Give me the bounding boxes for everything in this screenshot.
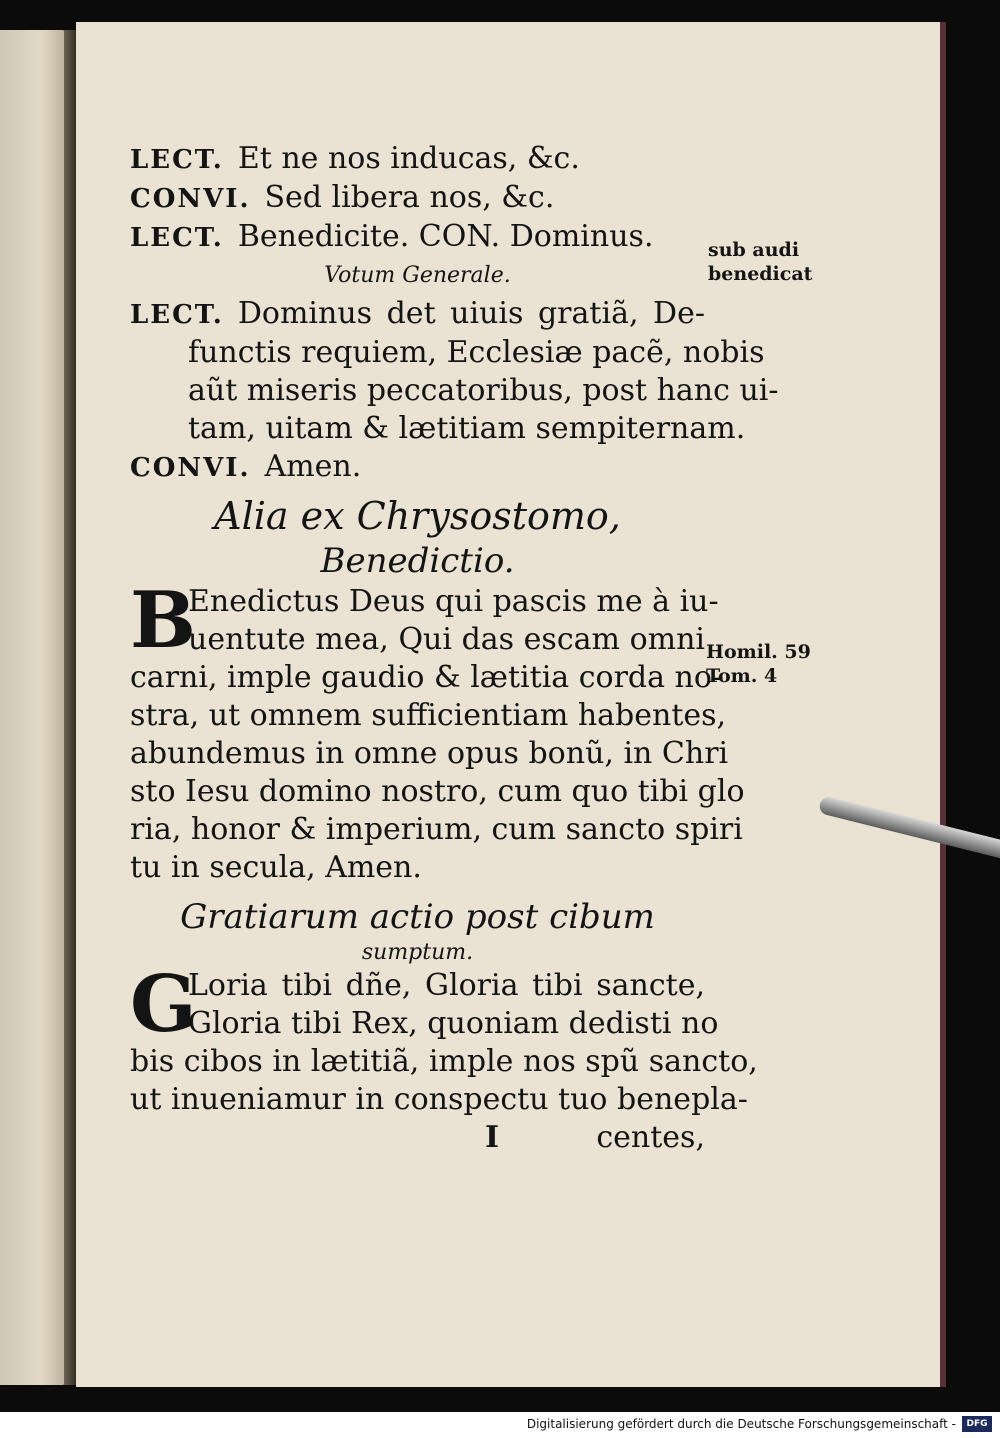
text-line <box>130 179 705 218</box>
text-line: aũt miseris peccatoribus, post hanc ui- <box>188 373 779 408</box>
text-line <box>130 295 705 334</box>
drop-cap: B <box>130 575 196 666</box>
text-line: tam, uitam & lætitiam sempiternam. <box>188 411 746 446</box>
facing-page-edge <box>0 30 68 1385</box>
margin-note-homil <box>706 640 811 688</box>
section-heading-sumptum: sumptum. <box>361 940 474 965</box>
margin-note-line: benedicat <box>708 263 813 285</box>
margin-note-line: Tom. 4 <box>706 665 778 687</box>
text-line: Enedictus Deus qui pascis me à iu- <box>188 584 719 619</box>
speaker-label: CONVI. <box>130 453 251 483</box>
line-text: Et ne nos inducas, &c. <box>237 141 580 176</box>
speaker-label: LECT. <box>130 300 224 330</box>
drop-cap: G <box>130 959 197 1050</box>
footer-credit: Digitalisierung gefördert durch die Deutsche Forschungsgemeinschaft - <box>526 1417 956 1431</box>
section-heading-votum: Votum Generale. <box>324 263 511 288</box>
paragraph-gratiarum <box>130 959 758 1119</box>
catchword: centes, <box>596 1120 705 1155</box>
text-line: Gloria tibi Rex, quoniam dedisti no <box>188 1006 719 1041</box>
section-heading-chrysostomo: Alia ex Chrysostomo, <box>214 494 621 538</box>
margin-note-line: Homil. 59 <box>706 641 811 663</box>
digitization-footer <box>0 1412 1000 1438</box>
text-line: abundemus in omne opus bonũ, in Chri <box>130 736 729 771</box>
margin-note-sub-audi <box>708 238 812 286</box>
speaker-label: CONVI. <box>130 184 251 214</box>
text-line <box>130 218 705 257</box>
text-line: stra, ut omnem sufficientiam habentes, <box>130 698 727 733</box>
speaker-label: LECT. <box>130 223 224 253</box>
text-line <box>130 140 705 179</box>
dfg-logo-icon: DFG <box>962 1416 992 1432</box>
speaker-label: LECT. <box>130 145 224 175</box>
line-text: Dominus det uiuis gratiã, De- <box>237 296 705 331</box>
text-line: carni, imple gaudio & lætitia corda no- <box>130 660 723 695</box>
section-heading-benedictio: Benedictio. <box>320 541 515 581</box>
margin-note-line: sub audi <box>708 239 800 261</box>
line-text: Amen. <box>264 449 362 484</box>
text-line: sto Iesu domino nostro, cum quo tibi glo <box>130 774 745 809</box>
signature-mark: I <box>485 1120 500 1155</box>
text-line: functis requiem, Ecclesiæ pacẽ, nobis <box>188 335 765 370</box>
text-line: uentute mea, Qui das escam omni <box>188 622 705 657</box>
text-line: ria, honor & imperium, cum sancto spiri <box>130 812 743 847</box>
text-line <box>130 448 705 487</box>
text-line: ut inueniamur in conspectu tuo benepla- <box>130 1082 748 1117</box>
page-foot <box>130 1119 705 1157</box>
line-text: Benedicite. CON. Dominus. <box>237 219 654 254</box>
text-line: bis cibos in lætitiã, imple nos spũ sancto, <box>130 1044 758 1079</box>
line-text: Sed libera nos, &c. <box>264 180 555 215</box>
text-line: tu in secula, Amen. <box>130 850 422 885</box>
section-heading-gratiarum: Gratiarum actio post cibum <box>180 897 655 937</box>
text-line: Loria tibi dñe, Gloria tibi sancte, <box>188 968 705 1003</box>
